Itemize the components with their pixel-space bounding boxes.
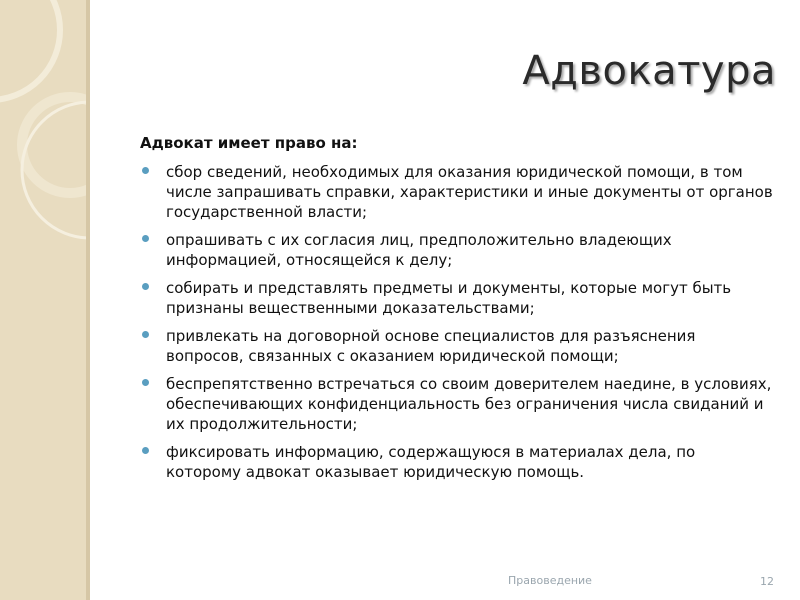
list-item-text: опрашивать с их согласия лиц, предположительно владеющих информацией, относящейся к делу; (166, 231, 672, 269)
list-item-text: беспрепятственно встречаться со своим доверителем наедине, в условиях, обеспечивающих конфиденциальность без ограничения числа свиданий и их продолжительности; (166, 375, 772, 433)
list-item-text: собирать и представлять предметы и документы, которые могут быть признаны вещественными доказательствами; (166, 279, 732, 317)
list-item-text: привлекать на договорной основе специалистов для разъяснения вопросов, связанных с оказанием юридической помощи; (166, 327, 696, 365)
bullet-icon (142, 379, 149, 386)
bullet-icon (142, 331, 149, 338)
list-item (140, 374, 775, 434)
rights-list (140, 162, 775, 482)
page-number: 12 (760, 575, 774, 588)
side-panel-edge (86, 0, 90, 600)
bullet-icon (142, 283, 149, 290)
list-item (140, 230, 775, 270)
list-item (140, 442, 775, 482)
list-item (140, 162, 775, 222)
list-item (140, 278, 775, 318)
content-heading: Адвокат имеет право на: (140, 134, 358, 152)
list-item-text: сбор сведений, необходимых для оказания юридической помощи, в том числе запрашивать справки, характеристики и иные документы от органов государственной власти; (166, 163, 773, 221)
bullet-icon (142, 447, 149, 454)
bullet-icon (142, 235, 149, 242)
slide-content (140, 133, 775, 490)
footer-text: Правоведение (508, 574, 592, 587)
slide-title: Адвокатура (522, 48, 776, 94)
bullet-icon (142, 167, 149, 174)
decorative-circles (0, 0, 86, 600)
decorative-side-panel (0, 0, 86, 600)
list-item-text: фиксировать информацию, содержащуюся в материалах дела, по которому адвокат оказывает юридическую помощь. (166, 443, 696, 481)
list-item (140, 326, 775, 366)
